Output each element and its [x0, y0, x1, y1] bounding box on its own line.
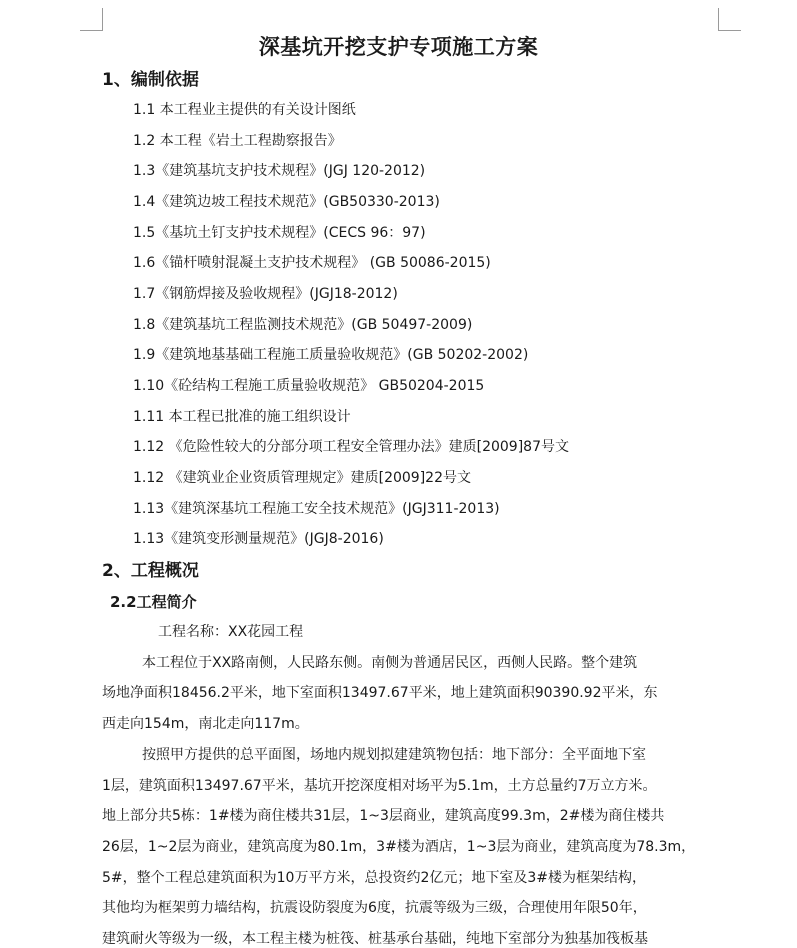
reference-item: 1.13《建筑深基坑工程施工安全技术规范》(JGJ311-2013) [133, 501, 500, 517]
reference-item: 1.5《基坑土钉支护技术规程》(CECS 96：97) [133, 225, 426, 241]
reference-item: 1.12 《危险性较大的分部分项工程安全管理办法》建质[2009]87号文 [133, 439, 569, 455]
reference-item: 1.10《砼结构工程施工质量验收规范》 GB50204-2015 [133, 378, 485, 394]
paragraph-line: 场地净面积18456.2平米，地下室面积13497.67平米，地上建筑面积90390.92平米，东 [102, 685, 658, 701]
reference-item: 1.13《建筑变形测量规范》(JGJ8-2016) [133, 531, 384, 547]
reference-item: 1.1 本工程业主提供的有关设计图纸 [133, 102, 356, 118]
paragraph-line: 西走向154m，南北走向117m。 [102, 716, 309, 732]
reference-item: 1.3《建筑基坑支护技术规程》(JGJ 120-2012) [133, 163, 426, 179]
paragraph-line: 5#，整个工程总建筑面积为10万平方米，总投资约2亿元；地下室及3#楼为框架结构， [102, 870, 646, 886]
reference-item: 1.4《建筑边坡工程技术规范》(GB50330-2013) [133, 194, 440, 210]
reference-item: 1.9《建筑地基基础工程施工质量验收规范》(GB 50202-2002) [133, 347, 529, 363]
reference-item: 1.6《锚杆喷射混凝土支护技术规程》 (GB 50086-2015) [133, 255, 491, 271]
section-heading-basis: 1、编制依据 [102, 70, 199, 90]
reference-item: 1.7《钢筋焊接及验收规程》(JGJ18-2012) [133, 286, 398, 302]
paragraph-line: 本工程位于XX路南侧，人民路东侧。南侧为普通居民区，西侧人民路。整个建筑 [142, 655, 638, 671]
section-heading-overview: 2、工程概况 [102, 561, 199, 581]
paragraph-line: 地上部分共5栋：1#楼为商住楼共31层，1~3层商业，建筑高度99.3m，2#楼为商住楼共 [102, 808, 665, 824]
page-corner-mark-top-right [718, 8, 741, 31]
paragraph-line: 其他均为框架剪力墙结构，抗震设防裂度为6度，抗震等级为三级，合理使用年限50年， [102, 900, 647, 916]
page-corner-mark-top-left [80, 8, 103, 31]
reference-item: 1.11 本工程已批准的施工组织设计 [133, 409, 351, 425]
paragraph-line: 1层，建筑面积13497.67平米，基坑开挖深度相对场平为5.1m，土方总量约7万立方米。 [102, 778, 657, 794]
reference-item: 1.2 本工程《岩土工程勘察报告》 [133, 133, 342, 149]
project-name-line: 工程名称：XX花园工程 [158, 624, 304, 640]
paragraph-line: 建筑耐火等级为一级，本工程主楼为桩筏、桩基承台基础，纯地下室部分为独基加筏板基 [102, 931, 648, 947]
document-title: 深基坑开挖支护专项施工方案 [258, 34, 539, 59]
reference-item: 1.8《建筑基坑工程监测技术规范》(GB 50497-2009) [133, 317, 473, 333]
paragraph-line: 按照甲方提供的总平面图，场地内规划拟建建筑物包括：地下部分：全平面地下室 [142, 747, 646, 763]
paragraph-line: 26层，1~2层为商业，建筑高度为80.1m，3#楼为酒店，1~3层为商业，建筑高度为78.3m， [102, 839, 696, 855]
subsection-heading-intro: 2.2工程简介 [110, 593, 197, 611]
reference-item: 1.12 《建筑业企业资质管理规定》建质[2009]22号文 [133, 470, 471, 486]
